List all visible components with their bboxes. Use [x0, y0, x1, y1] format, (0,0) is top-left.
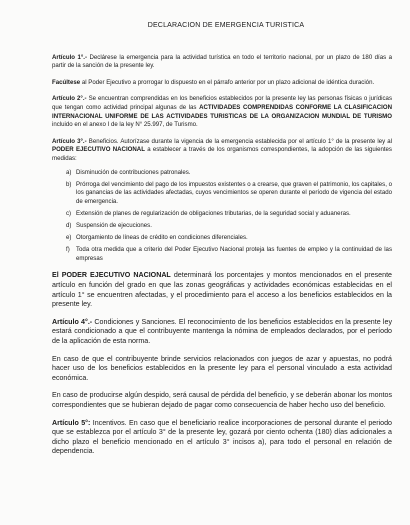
list-item-marker: b) [66, 180, 72, 188]
juegos-de-azar-paragraph [52, 355, 392, 384]
article-1-text: Declárese la emergencia para la actividad turística en todo el territorio nacional, por un plazo de 180 días a partir de la sanción de la presente ley. [52, 53, 393, 70]
list-item [66, 181, 392, 207]
article-2-text-start: Se encuentran comprendidas en los beneficios establecidos por la presente ley las personas físicas o jurídicas que tengan como actividad principal algunas de las [52, 95, 392, 111]
article-3-text-start: Autorízase durante la vigencia de la emergencia establecida por el artículo 1° de la presente ley al [118, 137, 392, 145]
poder-ejecutivo-paragraph [52, 271, 392, 309]
article-3-caps-text: PODER EJECUTIVO NACIONAL [52, 146, 145, 154]
list-item [66, 222, 392, 231]
list-item-text: Toda otra medida que a criterio del Poder Ejecutivo Nacional proteja las fuentes de empleo y la continuidad de las empresas [76, 246, 392, 262]
despido-text: En caso de producirse algún despido, será causal de pérdida del beneficio, y se deberán abonar los montos correspondientes que se hubieran dejado de pagar como consecuencia de haber hecho uso del beneficio. [52, 391, 392, 409]
article-3-text-end: a establecer a través de los organismos correspondientes, la adopción de las siguientes medidas: [52, 146, 392, 162]
article-3-measures-list [52, 169, 392, 264]
article-4-text: El reconocimiento de los beneficios establecidos en la presente ley estará condicionado a que el contribuyente mantenga la nómina de empleados declarados, por el período de la aplicación de esta norma. [52, 317, 392, 345]
list-item [66, 210, 392, 219]
document-title: DECLARACION DE EMERGENCIA TURISTICA [147, 22, 305, 29]
list-item-marker: f) [66, 246, 70, 254]
article-1-paragraph [52, 54, 392, 71]
article-2-text-end: incluido en el anexo I de la ley N° 25.997, de Turismo. [52, 121, 198, 129]
article-5-paragraph [52, 419, 392, 457]
list-item-text: Extensión de planes de regularización de obligaciones tributarias, de la seguridad social y aduaneras. [76, 209, 351, 217]
article-2-caps-text: ACTIVIDADES COMPRENDIDAS CONFORME LA CLASIFICACION INTERNACIONAL UNIFORME DE LAS ACTIVIDADES TURISTICAS DE LA ORGANIZACION MUNDIAL DE TURISMO [52, 103, 392, 120]
article-2-paragraph [52, 95, 392, 129]
article-2-heading: Artículo 2°.- [52, 95, 87, 103]
facultase-heading: Facúltese [52, 78, 81, 86]
list-item-text: Prórroga del vencimiento del pago de los impuestos existentes o a crearse, que graven el patrimonio, los capitales, o los ganancias de las actividades afectadas, cuyos vencimientos se operen durante el período de vigencia del estado de emergencia. [76, 180, 392, 205]
article-1-heading: Artículo 1°.- [52, 53, 88, 61]
article-5-text: Incentivos. En caso que el beneficiario realice incorporaciones de personal durante el periodo que se establezca por el artículo 3° de la presente ley, gozará por ciento ochenta (180) días adicionales a dicho plazo el beneficio mencionado en el artículo 3° incisos a), para todo el personal en relación de dependencia. [52, 418, 392, 456]
article-3-label: Beneficios. [86, 137, 119, 145]
poder-ejecutivo-caps-text: El PODER EJECUTIVO NACIONAL [52, 271, 171, 280]
article-4-heading: Artículo 4°.- [52, 317, 93, 326]
list-item-marker: d) [66, 222, 72, 229]
list-item-text: Otorgamiento de líneas de crédito en condiciones diferenciales. [76, 234, 248, 242]
list-item [66, 169, 392, 178]
facultase-text: al Poder Ejecutivo a prorrogar lo dispuesto en el párrafo anterior por un plazo adicional de idéntica duración. [80, 78, 375, 86]
poder-ejecutivo-text: determinará los porcentajes y montos mencionados en el presente artículo en función del grado en que las zonas geográficas y actividades económicas establecidas en el artículo 1° se encuentren afectadas, y el procedimiento para el acceso a los beneficios establecidos en la presente ley. [52, 271, 392, 309]
list-item [66, 246, 392, 263]
article-3-paragraph [52, 138, 392, 164]
facultase-paragraph [52, 79, 392, 88]
juegos-de-azar-text: En caso de que el contribuyente brinde servicios relacionados con juegos de azar y apuestas, no podrá hacer uso de los beneficios establecidos en la presente ley para el personal vinculado a esta actividad económica. [52, 354, 392, 382]
article-5-heading: Artículo 5°: [52, 418, 91, 427]
article-4-label: Condiciones y Sanciones. [92, 317, 177, 326]
list-item-text: Disminución de contribuciones patronales. [76, 168, 191, 176]
list-item-marker: a) [66, 168, 72, 176]
list-item-text: Suspensión de ejecuciones. [76, 222, 152, 229]
list-item-marker: c) [66, 209, 72, 217]
article-3-heading: Artículo 3°.- [52, 137, 87, 145]
article-4-paragraph [52, 318, 392, 347]
despido-paragraph [52, 391, 392, 410]
list-item-marker: e) [66, 234, 72, 242]
list-item [66, 234, 392, 243]
